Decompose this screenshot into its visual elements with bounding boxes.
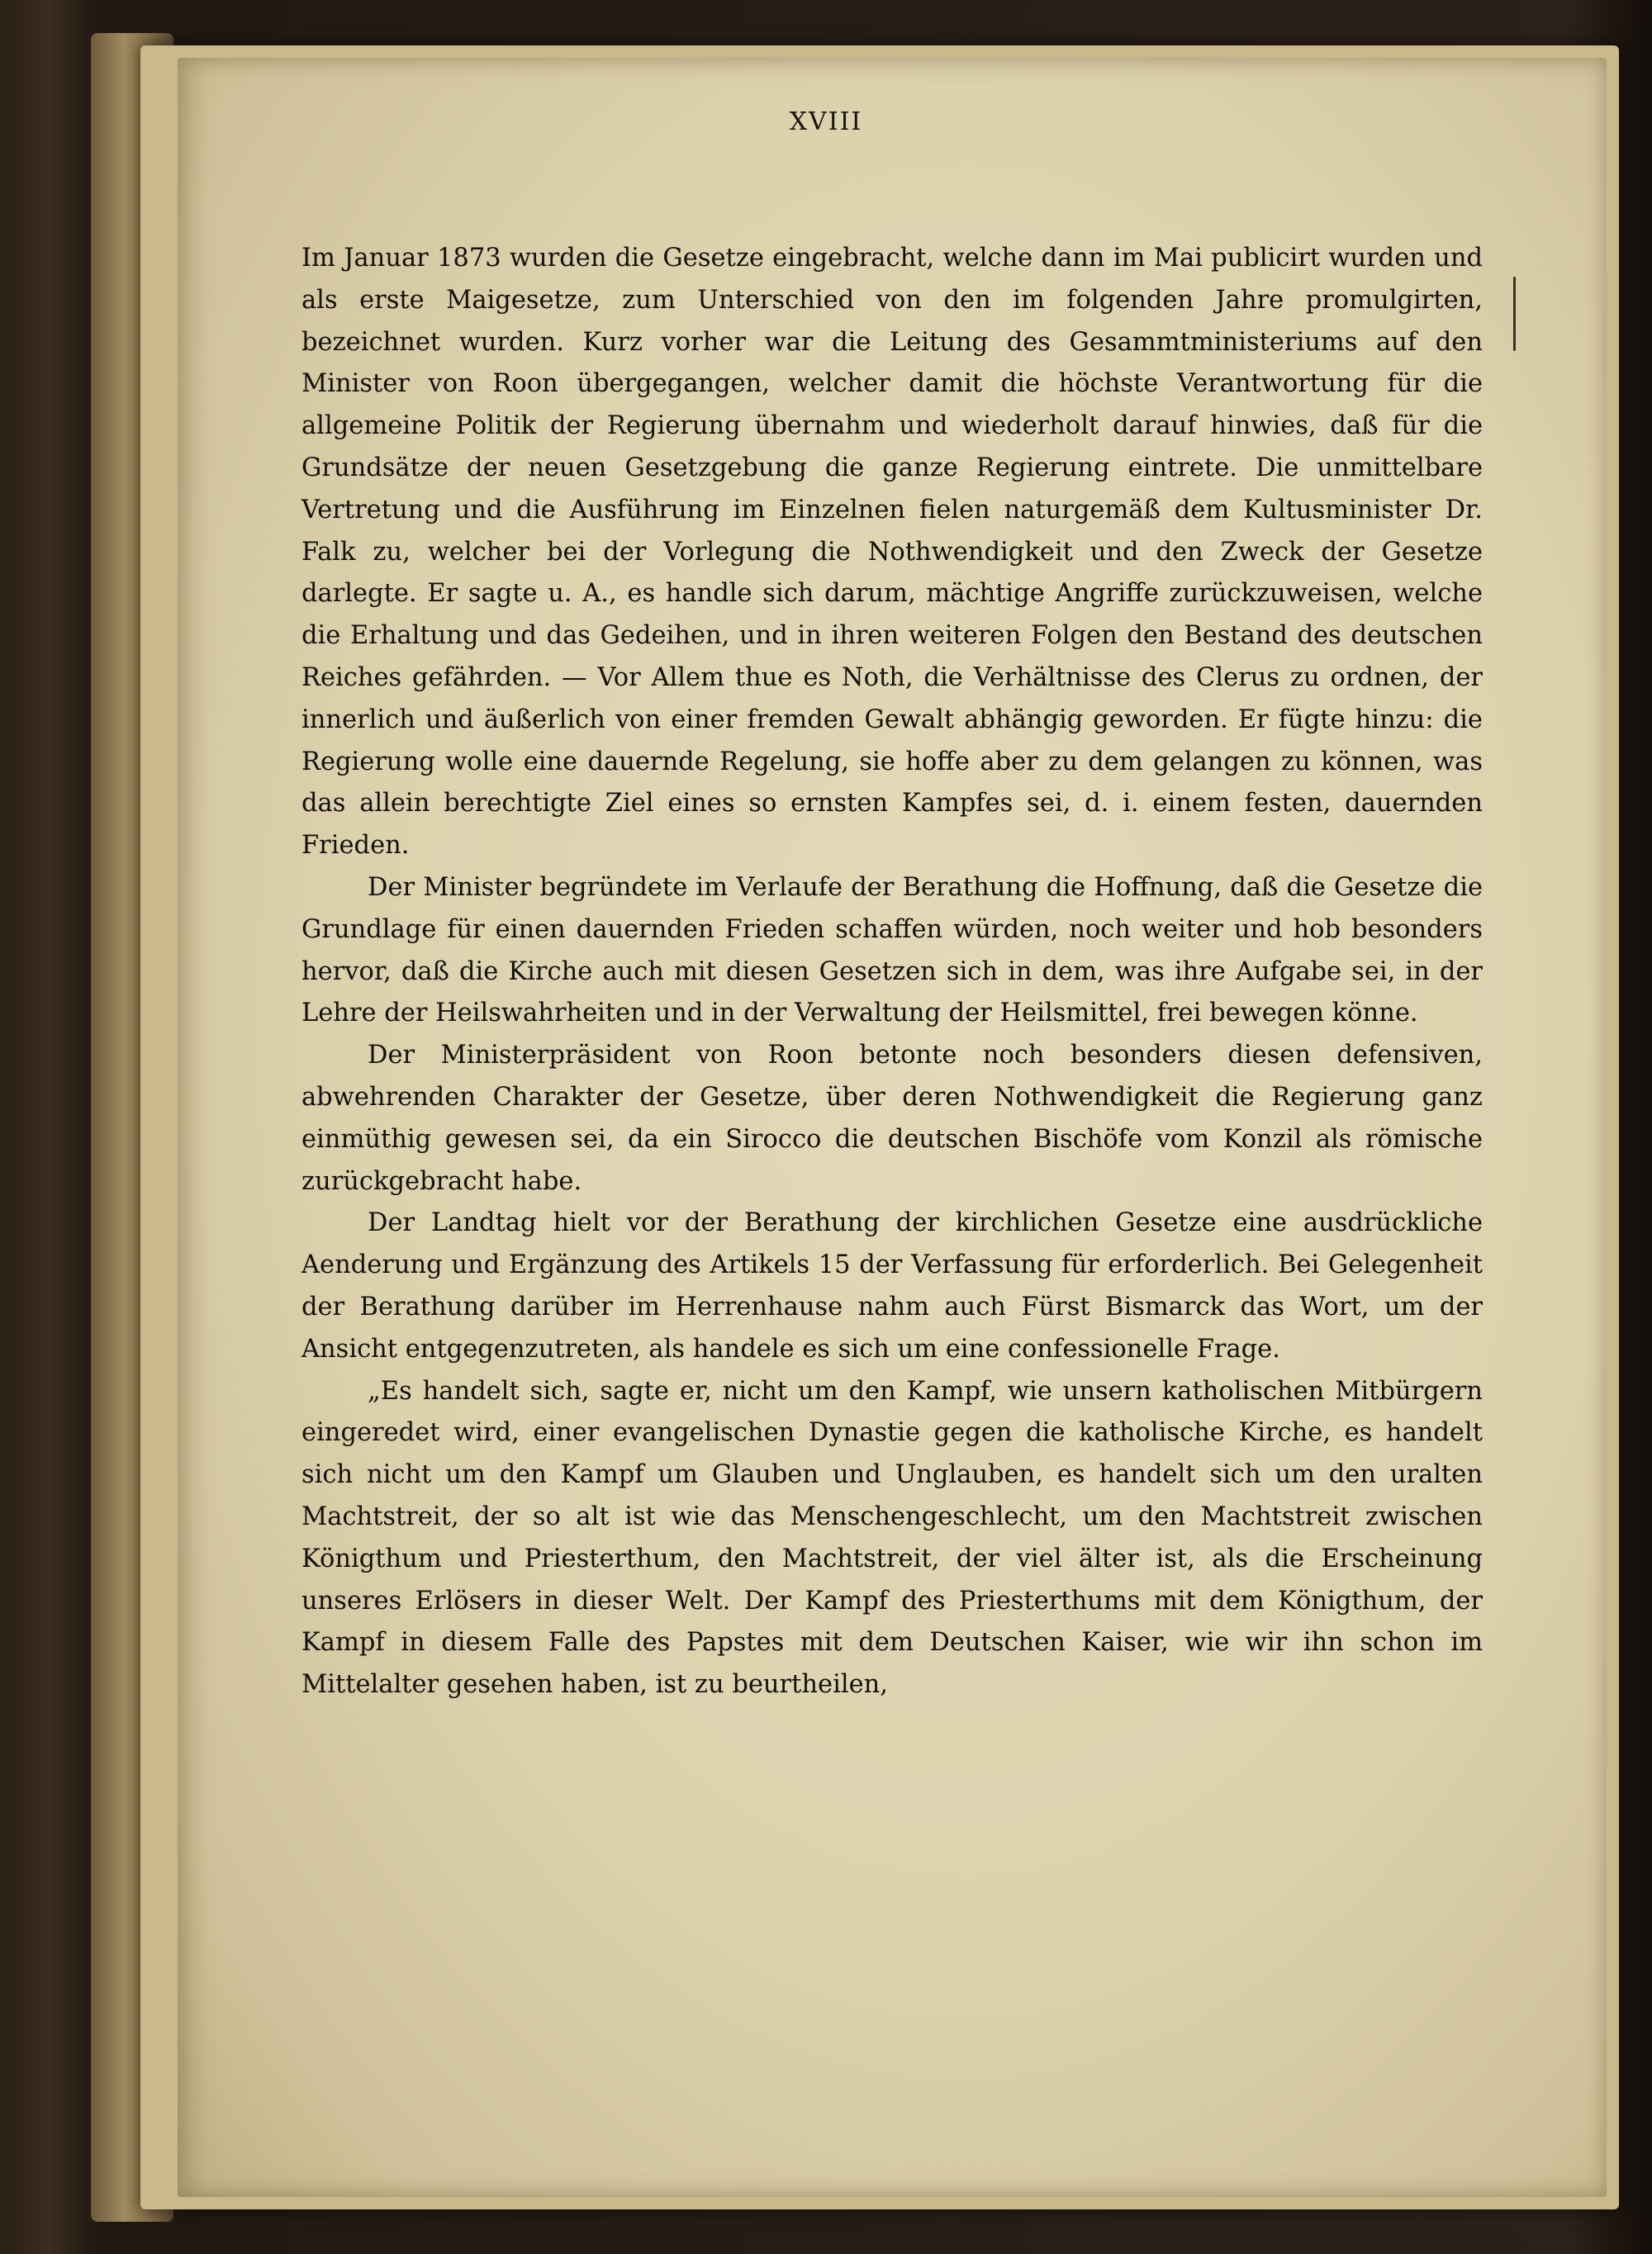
paragraph: Im Januar 1873 wurden die Gesetze eingebracht, welche dann im Mai publicirt wurden und als erste Maigesetze, zum Unterschied von den im folgenden Jahre promulgirten, bezeichnet wurden. Kurz vorher war die Leitung des Gesammtministeriums auf den Minister von Roon übergegangen, welcher damit die höchste Verantwortung für die allgemeine Politik der Regierung übernahm und wiederholt darauf hinwies, daß für die Grundsätze der neuen Gesetzgebung die ganze Regierung eintrete. Die unmittelbare Vertretung und die Ausführung im Einzelnen fielen naturgemäß dem Kultusminister Dr. Falk zu, welcher bei der Vorlegung die Nothwendigkeit und den Zweck der Gesetze darlegte. Er sagte u. A., es handle sich darum, mächtige Angriffe zurückzuweisen, welche die Erhaltung und das Gedeihen, und in ihren weiteren Folgen den Bestand des deutschen Reiches gefährden. — Vor Allem thue es Noth, die Verhältnisse des Clerus zu ordnen, der innerlich und äußerlich von einer fremden Gewalt abhängig geworden. Er fügte hinzu: die Regierung wolle eine dauernde Regelung, sie hoffe aber zu dem gelangen zu können, was das allein berechtigte Ziel eines so ernsten Kampfes sei, d. i. einem festen, dauernden Frieden. bbox=[301, 244, 1483, 861]
page-number: XVIII bbox=[789, 107, 863, 136]
body-text bbox=[301, 238, 1483, 1706]
paragraph: Der Landtag hielt vor der Berathung der kirchlichen Gesetze eine ausdrückliche Aenderung und Ergänzung des Artikels 15 der Verfassung für erforderlich. Bei Gelegenheit der Berathung darüber im Herrenhause nahm auch Fürst Bismarck das Wort, um der Ansicht entgegenzutreten, als handele es sich um eine confessionelle Frage. bbox=[301, 1208, 1483, 1364]
margin-pencil-mark bbox=[1513, 277, 1516, 351]
paragraph: Der Ministerpräsident von Roon betonte noch besonders diesen defensiven, abwehrenden Charakter der Gesetze, über deren Nothwendigkeit die Regierung ganz einmüthig gewesen sei, da ein Sirocco die deutschen Bischöfe vom Konzil als römische zurückgebracht habe. bbox=[301, 1041, 1483, 1196]
paragraph: Der Minister begründete im Verlaufe der Berathung die Hoffnung, daß die Gesetze die Grundlage für einen dauernden Frieden schaffen würden, noch weiter und hob besonders hervor, daß die Kirche auch mit diesen Gesetzen sich in dem, was ihre Aufgabe sei, in der Lehre der Heilswahrheiten und in der Verwaltung der Heilsmittel, frei bewegen könne. bbox=[301, 872, 1483, 1028]
paragraph: „Es handelt sich, sagte er, nicht um den Kampf, wie unsern katholischen Mitbürgern eingeredet wird, einer evangelischen Dynastie gegen die katholische Kirche, es handelt sich nicht um den Kampf um Glauben und Unglauben, es handelt sich um den uralten Machtstreit, der so alt ist wie das Menschengeschlecht, um den Machtstreit zwischen Königthum und Priesterthum, den Machtstreit, der viel älter ist, als die Erscheinung unseres Erlösers in dieser Welt. Der Kampf des Priesterthums mit dem Königthum, der Kampf in diesem Falle des Papstes mit dem Deutschen Kaiser, wie wir ihn schon im Mittelalter gesehen haben, ist zu beurtheilen, bbox=[301, 1376, 1483, 1700]
